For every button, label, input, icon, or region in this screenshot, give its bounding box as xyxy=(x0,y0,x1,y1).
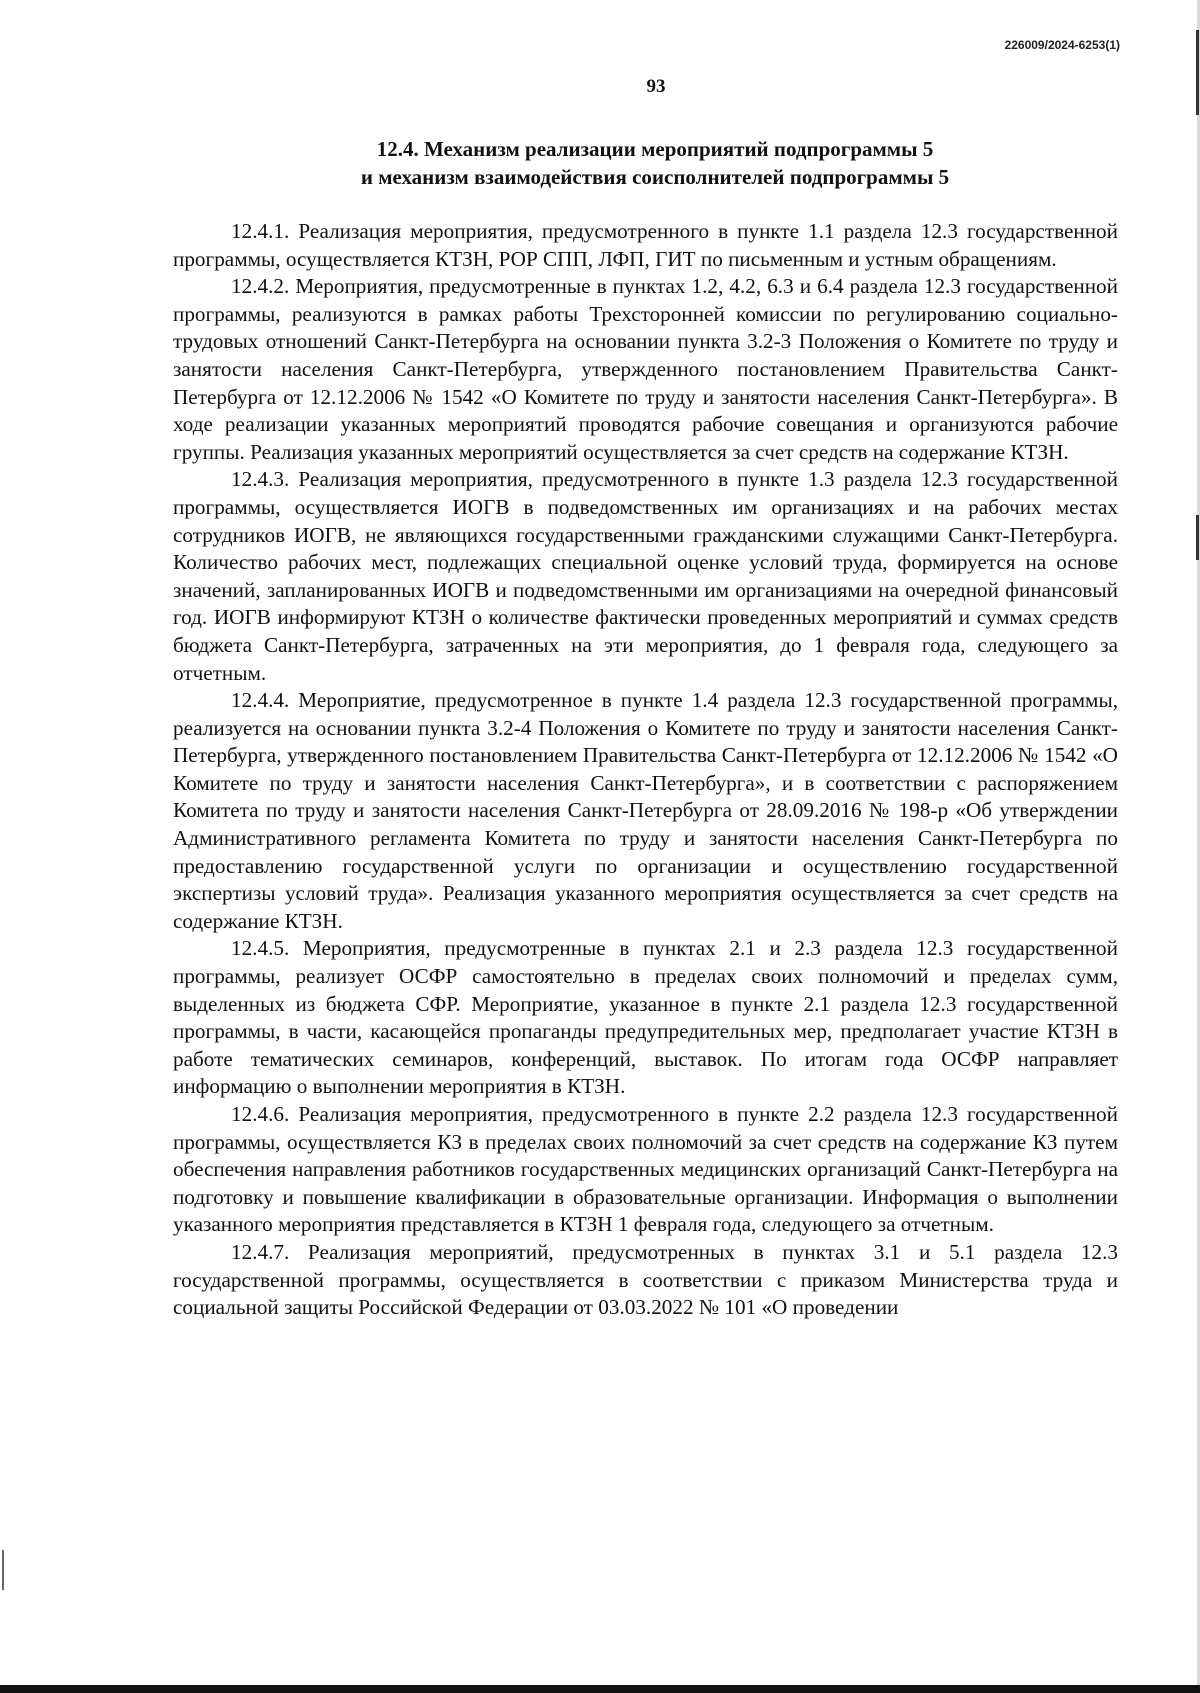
page-number: 93 xyxy=(646,76,666,97)
paragraph-12-4-4: 12.4.4. Мероприятие, предусмотренное в пункте 1.4 раздела 12.3 государственной программы, реализуется на основании пункта 3.2-4 Положения о Комитете по труду и занятости населения Санкт-Петербурга, утвержденного постановлением Правительства Санкт-Петербурга от 12.12.2006 № 1542 «О Комитете по труду и занятости населения Санкт-Петербурга», и в соответствии с распоряжением Комитета по труду и занятости населения Санкт-Петербурга от 28.09.2016 № 198-р «Об утверждении Административного регламента Комитета по труду и занятости населения Санкт-Петербурга по предоставлению государственной услуги по организации и осуществлению государственной экспертизы условий труда». Реализация указанного мероприятия осуществляется за счет средств на содержание КТЗН. xyxy=(173,688,1118,933)
scan-mark-left xyxy=(2,1550,4,1590)
paragraph-12-4-7: 12.4.7. Реализация мероприятий, предусмотренных в пунктах 3.1 и 5.1 раздела 12.3 государственной программы, осуществляется в соответствии с приказом Министерства труда и социальной защиты Российской Федерации от 03.03.2022 № 101 «О проведении xyxy=(173,1239,1118,1320)
section-title xyxy=(160,135,1150,191)
section-title-line-2: и механизм взаимодействия соисполнителей подпрограммы 5 xyxy=(360,165,950,189)
scan-bottom-edge xyxy=(0,1685,1200,1693)
paragraph-12-4-5: 12.4.5. Мероприятия, предусмотренные в пунктах 2.1 и 2.3 раздела 12.3 государственной программы, реализует ОСФР самостоятельно в пределах своих полномочий и пределах сумм, выделенных из бюджета СФР. Мероприятие, указанное в пункте 2.1 раздела 12.3 государственной программы, в части, касающейся пропаганды предупредительных мер, предполагает участие КТЗН в работе тематических семинаров, конференций, выставок. По итогам года ОСФР направляет информацию о выполнении мероприятия в КТЗН. xyxy=(173,936,1118,1099)
scan-mark-middle xyxy=(1196,515,1199,560)
paragraph-12-4-2: 12.4.2. Мероприятия, предусмотренные в пунктах 1.2, 4.2, 6.3 и 6.4 раздела 12.3 государственной программы, реализуются в рамках работы Трехсторонней комиссии по регулированию социально-трудовых отношений Санкт-Петербурга на основании пункта 3.2-3 Положения о Комитете по труду и занятости населения Санкт-Петербурга, утвержденного постановлением Правительства Санкт-Петербурга от 12.12.2006 № 1542 «О Комитете по труду и занятости населения Санкт-Петербурга». В ходе реализации указанных мероприятий проводятся рабочие совещания и организуются рабочие группы. Реализация указанных мероприятий осуществляется за счет средств на содержание КТЗН. xyxy=(173,274,1118,464)
scan-mark-top xyxy=(1196,30,1199,115)
paragraph-12-4-3: 12.4.3. Реализация мероприятия, предусмотренного в пункте 1.3 раздела 12.3 государственной программы, осуществляется ИОГВ в подведомственных им организациях и на рабочих местах сотрудников ИОГВ, не являющихся государственными гражданскими служащими Санкт-Петербурга. Количество рабочих мест, подлежащих специальной оценке условий труда, формируется на основе значений, запланированных ИОГВ и подведомственными им организациями на очередной финансовый год. ИОГВ информируют КТЗН о количестве фактически проведенных мероприятий и суммах средств бюджета Санкт-Петербурга, затраченных на эти мероприятия, до 1 февраля года, следующего за отчетным. xyxy=(173,467,1118,685)
document-id: 226009/2024-6253(1) xyxy=(1004,38,1120,52)
document-body xyxy=(173,218,1118,1322)
paragraph-12-4-6: 12.4.6. Реализация мероприятия, предусмотренного в пункте 2.2 раздела 12.3 государственной программы, осуществляется КЗ в пределах своих полномочий за счет средств на содержание КЗ путем обеспечения направления работников государственных медицинских организаций Санкт-Петербурга на подготовку и повышение квалификации в образовательные организации. Информация о выполнении указанного мероприятия представляется в КТЗН 1 февраля года, следующего за отчетным. xyxy=(173,1102,1118,1237)
section-title-line-1: 12.4. Механизм реализации мероприятий подпрограммы 5 xyxy=(376,137,934,161)
paragraph-12-4-1: 12.4.1. Реализация мероприятия, предусмотренного в пункте 1.1 раздела 12.3 государственной программы, осуществляется КТЗН, РОР СПП, ЛФП, ГИТ по письменным и устным обращениям. xyxy=(173,219,1118,271)
